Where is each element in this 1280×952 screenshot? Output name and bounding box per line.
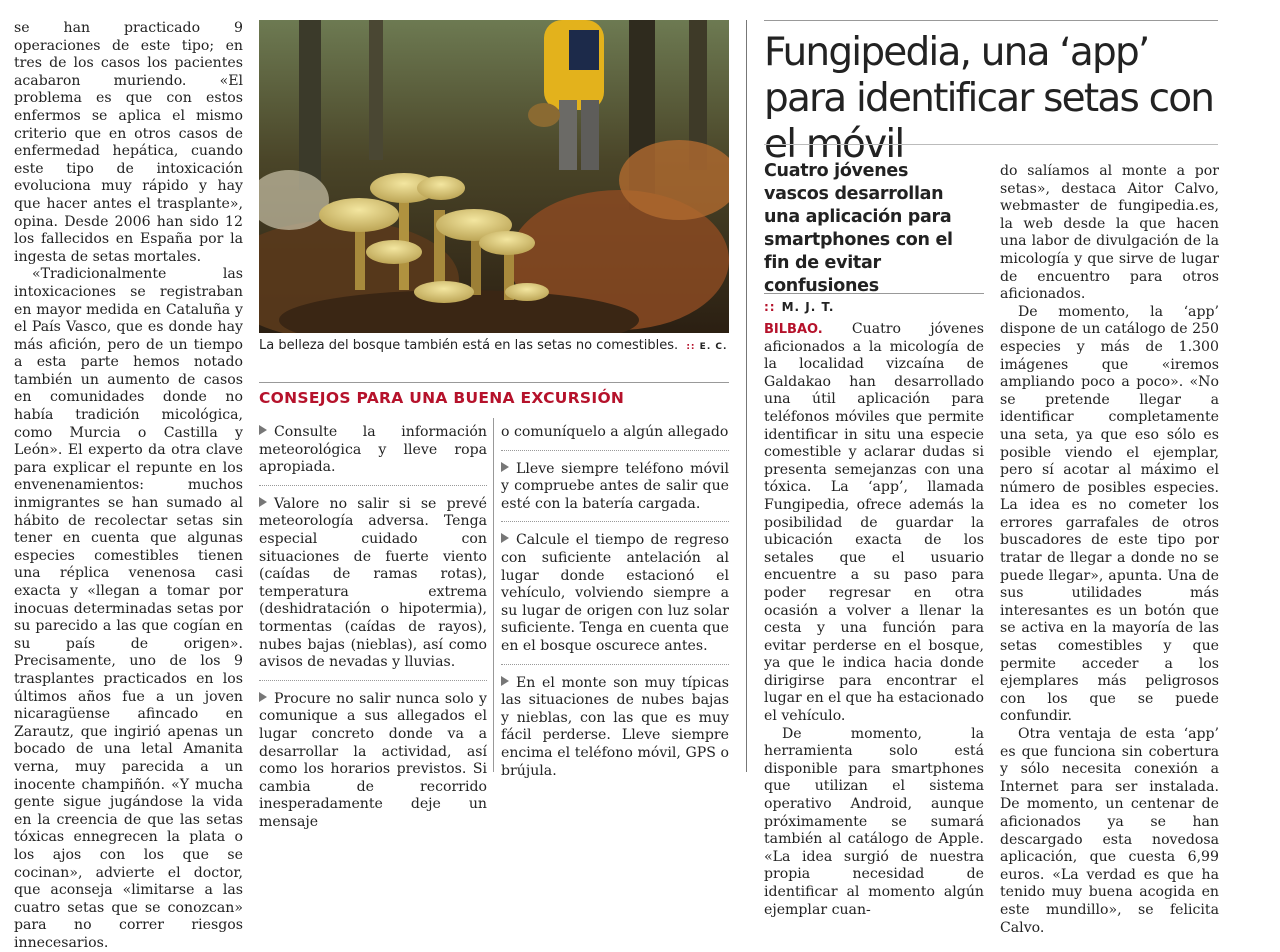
- article-paragraph: De momento, la herramienta solo está disponible para smartphones que utilizan el sistema operativo Android, aunque próximamente se sumará también al catálogo de Apple. «La idea surgió de nuestra propia necesidad de identificar al momento algún ejemplar cuan-: [764, 725, 984, 918]
- triangle-bullet-icon: [259, 692, 267, 702]
- dateline-city: BILBAO.: [764, 322, 823, 337]
- article-byline: [764, 300, 834, 314]
- photo-credit: [686, 342, 727, 352]
- left-paragraph-2: «Tradicionalmente las intoxicaciones se registraban en mayor medida en Cataluña y el País Vasco, que es donde hay más afición, pero de un tiempo a esta parte hemos notado también un aumento de casos en comunidades donde no había tradición micológica, como Murcia o Castilla y León». El experto da otra clave para explicar el repunte en los envenenamientos: muchos inmigrantes se han sumado al hábito de recolectar setas sin tener en cuenta que algunas especies comestibles tienen una réplica venenosa casi exacta y «llegan a tomar por inocuas determinadas setas por su parecido a las que cogían en su país de origen». Precisamente, uno de los 9 trasplantes practicados en los últimos años fue a un joven nicaragüense afincado en Zarautz, que ingirió apenas un bocado de una letal Amanita verna, muy parecida a un inocente champiñón. «Y mucha gente sigue jugándose la vida en la creencia de que las setas tóxicas ennegrecen la plata o los ajos con los que se cocinan», advierte el doctor, que aconseja «limitarse a las cuatro setas que se conozcan» para no correr riesgos innecesarios.: [14, 266, 243, 951]
- headline-rule: [764, 144, 1218, 145]
- article-vertical-rule: [746, 20, 747, 772]
- article-subhead: Cuatro jóvenes vascos desarrollan una aplicación para smartphones con el fin de evitar confusiones: [764, 161, 953, 296]
- byline-dots: ::: [764, 300, 776, 314]
- sidebar-tips-left: [259, 424, 487, 849]
- sidebar-title: CONSEJOS PARA UNA BUENA EXCURSIÓN: [259, 389, 625, 407]
- left-column: [14, 20, 243, 952]
- left-paragraph-1: se han practicado 9 operaciones de este tipo; en tres de los casos los pacientes acabaron muriendo. «El problema es que con estos enfermos se aplica el mismo criterio que en otros casos de enfermedad hepática, cuando este tipo de intoxicación evoluciona muy rápido y hay que hacer antes el trasplante», opina. Desde 2006 han sido 12 los fallecidos en España por la ingesta de setas mortales.: [14, 20, 243, 265]
- tip-item: [501, 461, 729, 523]
- article-paragraph: do salíamos al monte a por setas», destaca Aitor Calvo, webmaster de fungipedia.es, la web desde la que hacen una labor de divulgación de la micología y que sirve de lugar de encuentro para otros aficionados.: [1000, 163, 1219, 303]
- tip-item: [501, 675, 729, 789]
- tip-text: Calcule el tiempo de regreso con suficiente antelación al lugar donde estacionó el vehículo, volviendo siempre a su lugar de origen con luz solar suficiente. Tenga en cuenta que en el bosque oscurece antes.: [501, 532, 729, 654]
- mushroom-photo-illustration: [259, 20, 729, 333]
- tip-text: Consulte la información meteorológica y lleve ropa apropiada.: [259, 424, 487, 476]
- photo-caption-text: La belleza del bosque también está en las setas no comestibles.: [259, 338, 679, 353]
- sidebar-tips-right: [501, 424, 729, 798]
- byline-author: M. J. T.: [781, 300, 835, 314]
- tip-text: En el monte son muy típicas las situaciones de nubes bajas y nieblas, con las que es muy fácil perderse. Lleve siempre encima el teléfono móvil, GPS o brújula.: [501, 674, 729, 779]
- tip-item: [259, 496, 487, 681]
- tip-item: [259, 691, 487, 840]
- tip-text: Procure no salir nunca solo y comunique a sus allegados el lugar concreto donde va a desarrollar la actividad, así como los horarios previstos. Si cambia de recorrido inesperadamente deje un mensaje: [259, 690, 487, 830]
- mushroom-photo: [259, 20, 729, 333]
- triangle-bullet-icon: [259, 425, 267, 435]
- article-paragraph: Otra ventaja de esta ‘app’ es que funciona sin cobertura y sólo necesita conexión a Internet para ser instalada. De momento, un centenar de aficionados ya se han descargado esta novedosa aplicación, que cuesta 6,99 euros. «La verdad es que ha tenido muy buena acogida en este mundillo», se felicita Calvo.: [1000, 726, 1219, 936]
- article-paragraph: De momento, la ‘app’ dispone de un catálogo de 250 especies y más de 1.300 imágenes que «iremos ampliando poco a poco». «No se pretende llegar a identificar completamente una seta, ya que eso sólo es posible viendo el ejemplar, pero sí acotar al máximo el número de posibles especies. La idea es no cometer los errores garrafales de otros buscadores de este tipo por tratar de llegar a donde no se puede llegar», apunta. Una de sus utilidades más interesantes es un botón que se activa en la mayoría de las setas comestibles y que permite acceder a los ejemplares más peligrosos con los que se puede confundir.: [1000, 303, 1219, 725]
- article-lead: [764, 321, 984, 726]
- triangle-bullet-icon: [501, 462, 509, 472]
- tip-text: Lleve siempre teléfono móvil y compruebe antes de salir que esté con la batería cargada.: [501, 460, 729, 512]
- photo-credit-dots: ::: [686, 342, 696, 352]
- article-top-rule: [764, 20, 1218, 21]
- tip-text: Valore no salir si se prevé meteorología adversa. Tenga especial cuidado con situaciones de fuerte viento (caídas de ramas rotas), temperatura extrema (deshidratación o hipotermia), tormentas (caídas de rayos), nubes bajas (nieblas), así como avisos de nevadas y lluvias.: [259, 495, 487, 671]
- article-headline: Fungipedia, una ‘app’ para identificar setas con el móvil: [764, 30, 1214, 167]
- tip-item: [501, 532, 729, 664]
- triangle-bullet-icon: [259, 497, 267, 507]
- sidebar-column-divider: [493, 418, 494, 772]
- sidebar-top-rule: [259, 382, 729, 383]
- photo-credit-text: E. C.: [699, 342, 728, 352]
- article-column-right: [1000, 163, 1219, 937]
- tip-text: o comuníquelo a algún allegado: [501, 424, 729, 440]
- triangle-bullet-icon: [501, 676, 509, 686]
- triangle-bullet-icon: [501, 533, 509, 543]
- tip-continuation: [501, 424, 729, 451]
- byline-rule: [764, 293, 984, 294]
- article-column-middle: [764, 321, 984, 919]
- article-lead-text: Cuatro jóvenes aficionados a la micología de la localidad vizcaína de Galdakao han desarrollado una útil aplicación para teléfonos móviles que permite identificar in situ una especie comestible y aclarar dudas si presenta semejanzas con una tóxica. La ‘app’, llamada Fungipedia, ofrece además la posibilidad de guardar la ubicación exacta de los setales que el usuario encuentre a su paso para poder regresar en otra ocasión a volver a llenar la cesta y una función para evitar perderse en el bosque, ya que le indica hacia donde dirigirse para encontrar el lugar en el que ha estacionado el vehículo.: [764, 321, 984, 725]
- photo-caption: [259, 337, 729, 356]
- tip-item: [259, 424, 487, 486]
